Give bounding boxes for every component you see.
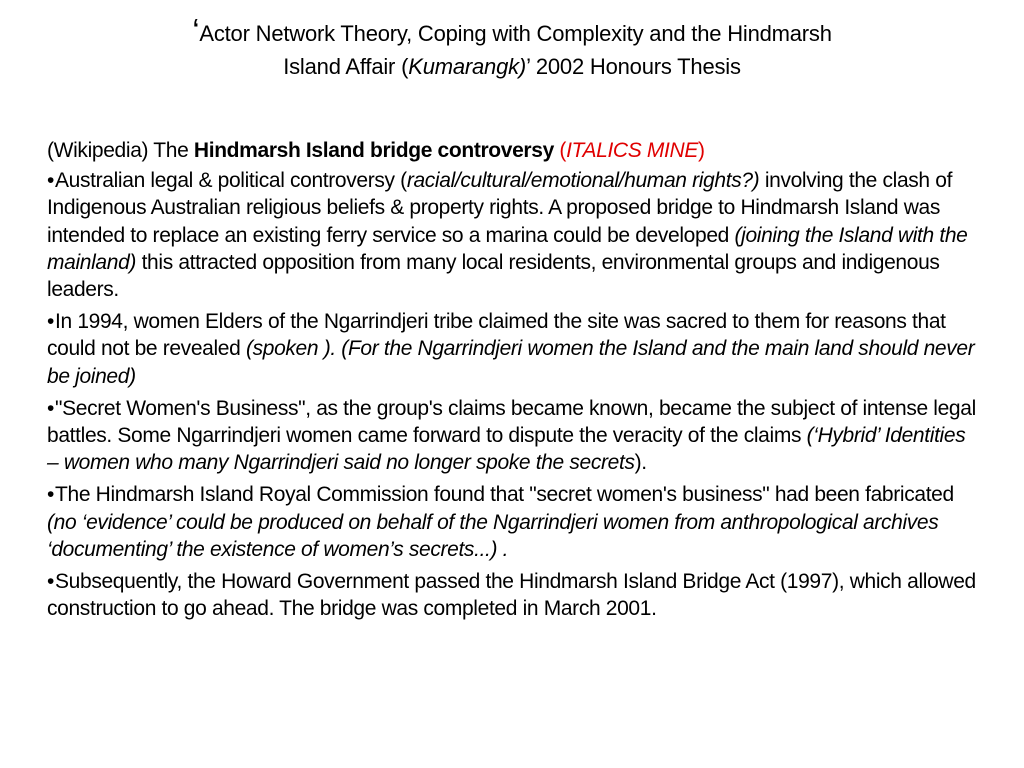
bullet-item — [47, 568, 979, 622]
bullet-item — [47, 308, 979, 390]
bullet-list — [47, 167, 979, 622]
bullet-italic-text: racial/cultural/emotional/human rights?) — [406, 169, 760, 193]
title-line-1: Actor Network Theory, Coping with Complexity and the Hindmarsh — [199, 21, 832, 46]
intro-line — [47, 137, 979, 164]
title-line-2-italic: Kumarangk) — [408, 54, 527, 79]
bullet-text: The Hindmarsh Island Royal Commission found that "secret women's business" had been fabricated — [55, 483, 954, 507]
bullet-marker: • — [47, 310, 55, 334]
bullet-marker: • — [47, 570, 55, 594]
bullet-marker: • — [47, 483, 55, 507]
intro-red-italic: ITALICS MINE — [566, 139, 698, 162]
bullet-item — [47, 395, 979, 477]
title-line-2-post: ’ 2002 Honours Thesis — [526, 54, 741, 79]
intro-bold-topic: Hindmarsh Island bridge controversy — [193, 139, 554, 162]
bullet-text: ). — [634, 451, 647, 475]
bullet-italic-text: (joining the Island with the mainland) — [47, 223, 968, 274]
bullet-item — [47, 481, 979, 563]
slide-body — [47, 137, 979, 627]
bullet-item — [47, 167, 979, 303]
bullet-text: In 1994, women Elders of the Ngarrindjeri tribe claimed the site was sacred to them for reasons that could not be revealed — [47, 310, 946, 361]
bullet-text: involving the clash of Indigenous Australian religious beliefs & property rights. A proposed bridge to Hindmarsh Island was intended to replace an existing ferry service so a marina could be developed — [47, 169, 953, 247]
intro-prefix: (Wikipedia) The — [47, 139, 194, 162]
title-open-quote: ‘ — [192, 12, 200, 49]
slide-title — [60, 14, 964, 83]
bullet-italic-text: (‘Hybrid’ Identities – women who many Ngarrindjeri said no longer spoke the secrets — [47, 424, 966, 475]
bullet-text: Australian legal & political controversy ( — [55, 169, 407, 193]
bullet-marker: • — [47, 396, 55, 420]
bullet-text: Subsequently, the Howard Government passed the Hindmarsh Island Bridge Act (1997), which allowed construction to go ahead. The bridge was completed in March 2001. — [47, 570, 976, 621]
bullet-text: "Secret Women's Business", as the group's claims became known, became the subject of intense legal battles. Some Ngarrindjeri women came forward to dispute the veracity of the claims — [47, 396, 976, 448]
intro-red-close: ) — [698, 139, 705, 162]
bullet-italic-text: (spoken ). (For the Ngarrindjeri women the Island and the main land should never be joined) — [47, 337, 975, 388]
intro-red-open: ( — [553, 139, 567, 162]
bullet-italic-text: (no ‘evidence’ could be produced on behalf of the Ngarrindjeri women from anthropological archives ‘documenting’ the existence of women’s secrets...) . — [47, 510, 939, 561]
bullet-marker: • — [47, 169, 55, 193]
bullet-text: this attracted opposition from many local residents, environmental groups and indigenous leaders. — [47, 250, 940, 302]
title-line-2-pre: Island Affair ( — [283, 54, 409, 79]
